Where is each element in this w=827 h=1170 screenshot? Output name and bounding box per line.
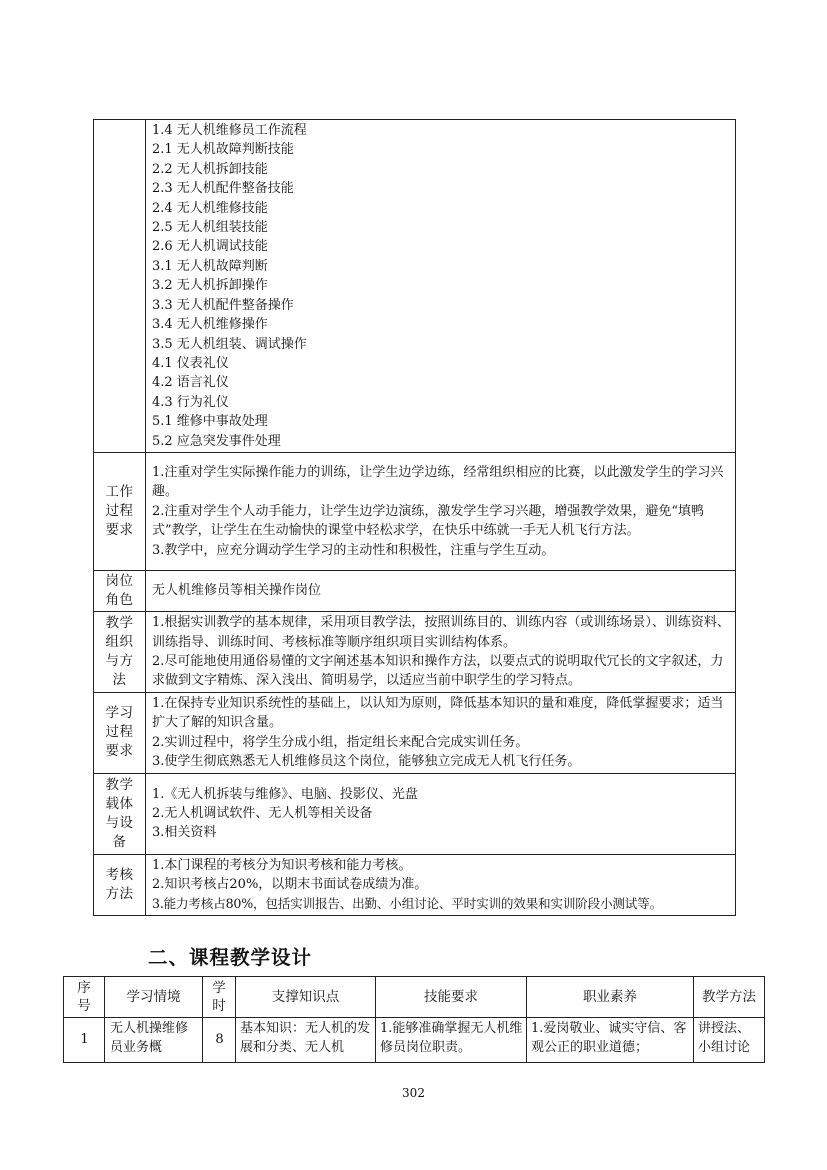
course-design-table	[63, 976, 765, 1063]
organization-cell	[146, 612, 736, 693]
row-label-equipment: 教学载体与设备	[94, 773, 146, 854]
table-row	[94, 612, 736, 693]
header-skill: 技能要求	[376, 977, 527, 1018]
paragraph: 3.能力考核占80%，包括实训报告、出勤、小组讨论、平时实训的效果和实训阶段小测试等。	[152, 896, 662, 912]
list-item: 5.2 应急突发事件处理	[152, 433, 281, 449]
table-row	[94, 120, 736, 453]
row-label-learning-process: 学习过程要求	[94, 693, 146, 774]
cell-no: 1	[64, 1018, 105, 1063]
list-item: 2.3 无人机配件整备技能	[152, 181, 294, 197]
list-item: 3.1 无人机故障判断	[152, 258, 268, 274]
paragraph: 1.注重对学生实际操作能力的训练，让学生边学边练，经常组织相应的比赛，以此激发学生的学习兴趣。	[152, 464, 724, 500]
list-item: 3.2 无人机拆卸操作	[152, 278, 268, 294]
paragraph: 2.尽可能地使用通俗易懂的文字阐述基本知识和操作方法，以要点式的说明取代冗长的文字叙述，力求做到文字精炼、深入浅出、简明易学，以适应当前中职学生的学习特点。	[152, 654, 724, 689]
learning-process-cell	[146, 693, 736, 774]
table-row	[94, 773, 736, 854]
list-item: 3.5 无人机组装、调试操作	[152, 336, 307, 352]
paragraph: 2.无人机调试软件、无人机等相关设备	[152, 805, 373, 821]
table-row	[94, 854, 736, 915]
paragraph: 3.教学中，应充分调动学生学习的主动性和积极性，注重与学生互动。	[152, 542, 555, 558]
role-cell	[146, 571, 736, 612]
task-items-cell	[146, 120, 736, 453]
paragraph: 2.注重对学生个人动手能力，让学生边学边演练，激发学生学习兴趣，增强教学效果，避免“填鸭式”教学，让学生在生动愉快的课堂中轻松求学，在快乐中练就一手无人机飞行方法。	[152, 503, 705, 539]
table-row	[94, 571, 736, 612]
cell-skill: 1.能够准确掌握无人机维修员岗位职责。	[376, 1018, 527, 1063]
header-hours: 学时	[203, 977, 236, 1018]
paragraph: 1.根据实训教学的基本规律，采用项目教学法，按照训练目的、训练内容（或训练场景）、训练资料、训练指导、训练时间、考核标准等顺序组织项目实训结构体系。	[152, 615, 730, 650]
cell-literacy: 1.爱岗敬业、诚实守信、客观公正的职业道德；	[527, 1018, 694, 1063]
cell-scenario: 无人机操维修员业务概	[105, 1018, 203, 1063]
list-item: 2.1 无人机故障判断技能	[152, 142, 294, 158]
table-row	[94, 693, 736, 774]
paragraph: 3.相关资料	[152, 825, 217, 841]
equipment-cell	[146, 773, 736, 854]
header-method: 教学方法	[694, 977, 765, 1018]
list-item: 2.2 无人机拆卸技能	[152, 161, 268, 177]
list-item: 2.6 无人机调试技能	[152, 239, 268, 255]
work-process-cell	[146, 453, 736, 571]
paragraph: 2.实训过程中，将学生分成小组，指定组长来配合完成实训任务。	[152, 734, 529, 750]
list-item: 2.4 无人机维修技能	[152, 200, 268, 216]
table-header-row	[64, 977, 765, 1018]
paragraph: 无人机维修员等相关操作岗位	[152, 583, 322, 599]
paragraph: 1.本门课程的考核分为知识考核和能力考核。	[152, 857, 412, 873]
header-no: 序号	[64, 977, 105, 1018]
paragraph: 3.使学生彻底熟悉无人机维修员这个岗位，能够独立完成无人机飞行任务。	[152, 754, 581, 770]
paragraph: 1.在保持专业知识系统性的基础上，以认知为原则，降低基本知识的量和难度，降低掌握要求；适当扩大了解的知识含量。	[152, 696, 724, 731]
list-item: 2.5 无人机组装技能	[152, 220, 268, 236]
row-label-empty	[94, 120, 146, 453]
section-title: 二、课程教学设计	[148, 946, 313, 969]
cell-hours: 8	[203, 1018, 236, 1063]
list-item: 1.4 无人机维修员工作流程	[152, 123, 307, 139]
list-item: 4.1 仪表礼仪	[152, 355, 229, 371]
row-label-organization: 教学组织与方法	[94, 612, 146, 693]
header-literacy: 职业素养	[527, 977, 694, 1018]
header-knowledge: 支撑知识点	[236, 977, 376, 1018]
row-label-role: 岗位角色	[94, 571, 146, 612]
list-item: 3.3 无人机配件整备操作	[152, 297, 294, 313]
list-item: 4.3 行为礼仪	[152, 394, 229, 410]
header-scenario: 学习情境	[105, 977, 203, 1018]
list-item: 4.2 语言礼仪	[152, 375, 229, 391]
list-item: 5.1 维修中事故处理	[152, 414, 268, 430]
list-item: 3.4 无人机维修操作	[152, 317, 268, 333]
cell-method: 讲授法、小组讨论	[694, 1018, 765, 1063]
paragraph: 2.知识考核占20%，以期末书面试卷成绩为准。	[152, 877, 428, 893]
row-label-assessment: 考核方法	[94, 854, 146, 915]
row-label-work-process: 工作过程要求	[94, 453, 146, 571]
table-row	[64, 1018, 765, 1063]
paragraph: 1.《无人机拆装与维修》、电脑、投影仪、光盘	[152, 786, 418, 802]
course-requirements-table	[93, 119, 736, 916]
cell-knowledge: 基本知识：无人机的发展和分类、无人机	[236, 1018, 376, 1063]
assessment-cell	[146, 854, 736, 915]
page-number: 302	[402, 1086, 425, 1100]
table-row	[94, 453, 736, 571]
